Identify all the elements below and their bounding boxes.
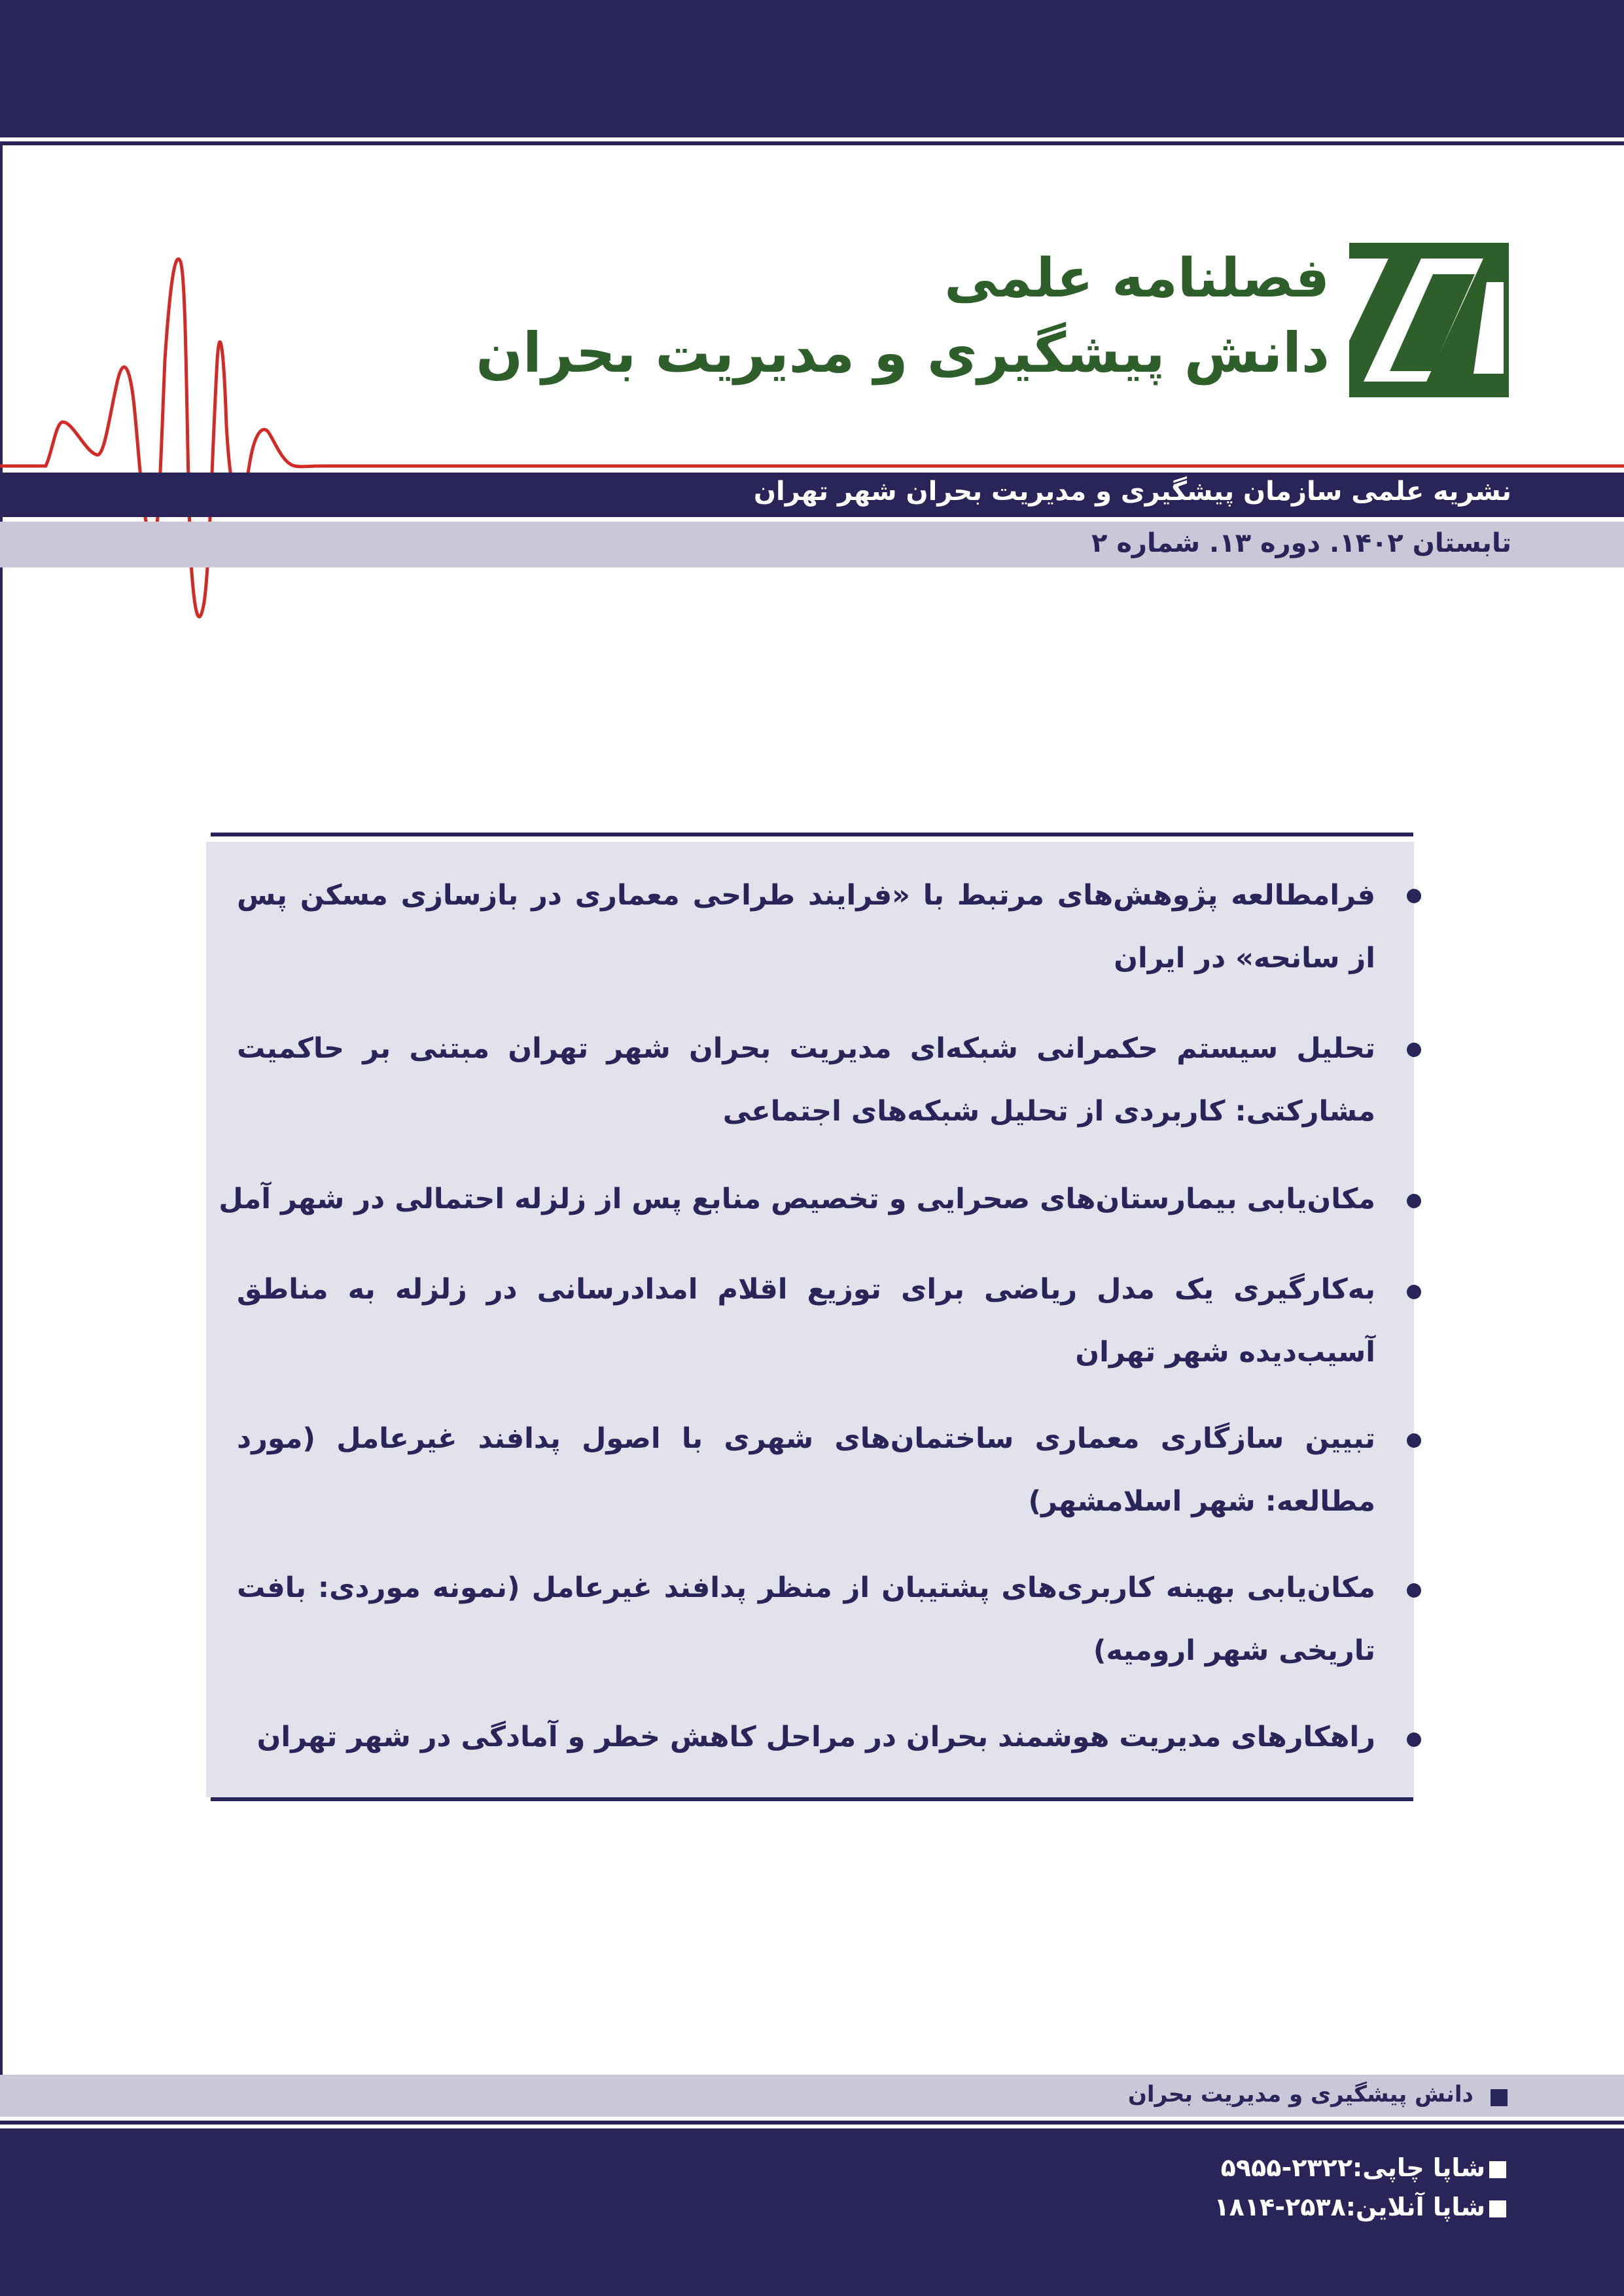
issue-info: تابستان ۱۴۰۲. دوره ۱۳. شماره ۲ xyxy=(1091,528,1511,558)
toc-item[interactable]: فرامطالعه پژوهش‌های مرتبط با «فرایند طراحی معماری در بازسازی مسکن پس از سانحه» در ایران xyxy=(237,879,1375,975)
journal-logo-icon xyxy=(1349,243,1509,397)
toc-item[interactable]: مکان‌یابی بیمارستان‌های صحرایی و تخصیص منابع پس از زلزله احتمالی در شهر آمل xyxy=(219,1183,1375,1215)
top-navy-band xyxy=(0,0,1624,137)
journal-type-title: فصلنامه علمی xyxy=(944,247,1330,310)
bullet-icon xyxy=(1407,1583,1421,1598)
toc-item[interactable]: تبیین سازگاری معماری ساختمان‌های شهری با اصول پدافند غیرعامل (مورد مطالعه: شهر اسلامشهر) xyxy=(237,1422,1375,1518)
square-bullet-icon xyxy=(1491,2089,1508,2106)
toc-bottom-rule xyxy=(211,1797,1413,1801)
bullet-icon xyxy=(1407,1285,1421,1299)
toc-top-rule xyxy=(211,833,1413,836)
bottom-divider-line xyxy=(0,2121,1624,2125)
toc-item[interactable]: به‌کارگیری یک مدل ریاضی برای توزیع اقلام امدادرسانی در زلزله به مناطق آسیب‌دیده شهر تهران xyxy=(237,1273,1375,1369)
square-bullet-icon xyxy=(1489,2200,1506,2217)
toc-item[interactable]: راهکارهای مدیریت هوشمند بحران در مراحل کاهش خطر و آمادگی در شهر تهران xyxy=(256,1721,1375,1753)
top-divider-line xyxy=(0,141,1624,145)
bullet-icon xyxy=(1407,1194,1421,1208)
toc-item[interactable]: تحلیل سیستم حکمرانی شبکه‌ای مدیریت بحران شهر تهران مبتنی بر حاکمیت مشارکتی: کاربردی از تحلیل شبکه‌های اجتماعی xyxy=(237,1032,1375,1128)
square-bullet-icon xyxy=(1489,2161,1506,2178)
bullet-icon xyxy=(1407,889,1421,903)
bullet-icon xyxy=(1407,1433,1421,1448)
bullet-icon xyxy=(1407,1732,1421,1747)
issn-online: شاپا آنلاین:۲۵۳۸-۱۸۱۴ xyxy=(1214,2193,1485,2221)
bullet-icon xyxy=(1407,1043,1421,1057)
footer-journal-name: دانش پیشگیری و مدیریت بحران xyxy=(1127,2081,1474,2108)
issn-print: شاپا چاپی:۲۳۲۲-۵۹۵۵ xyxy=(1220,2153,1485,2182)
journal-name-title: دانش پیشگیری و مدیریت بحران xyxy=(476,321,1330,385)
toc-item[interactable]: مکان‌یابی بهینه کاربری‌های پشتیبان از منظر پدافند غیرعامل (نمونه موردی: بافت تاریخی شهر ارومیه) xyxy=(237,1571,1375,1667)
publisher-text: نشریه علمی سازمان پیشگیری و مدیریت بحران شهر تهران xyxy=(753,476,1511,507)
